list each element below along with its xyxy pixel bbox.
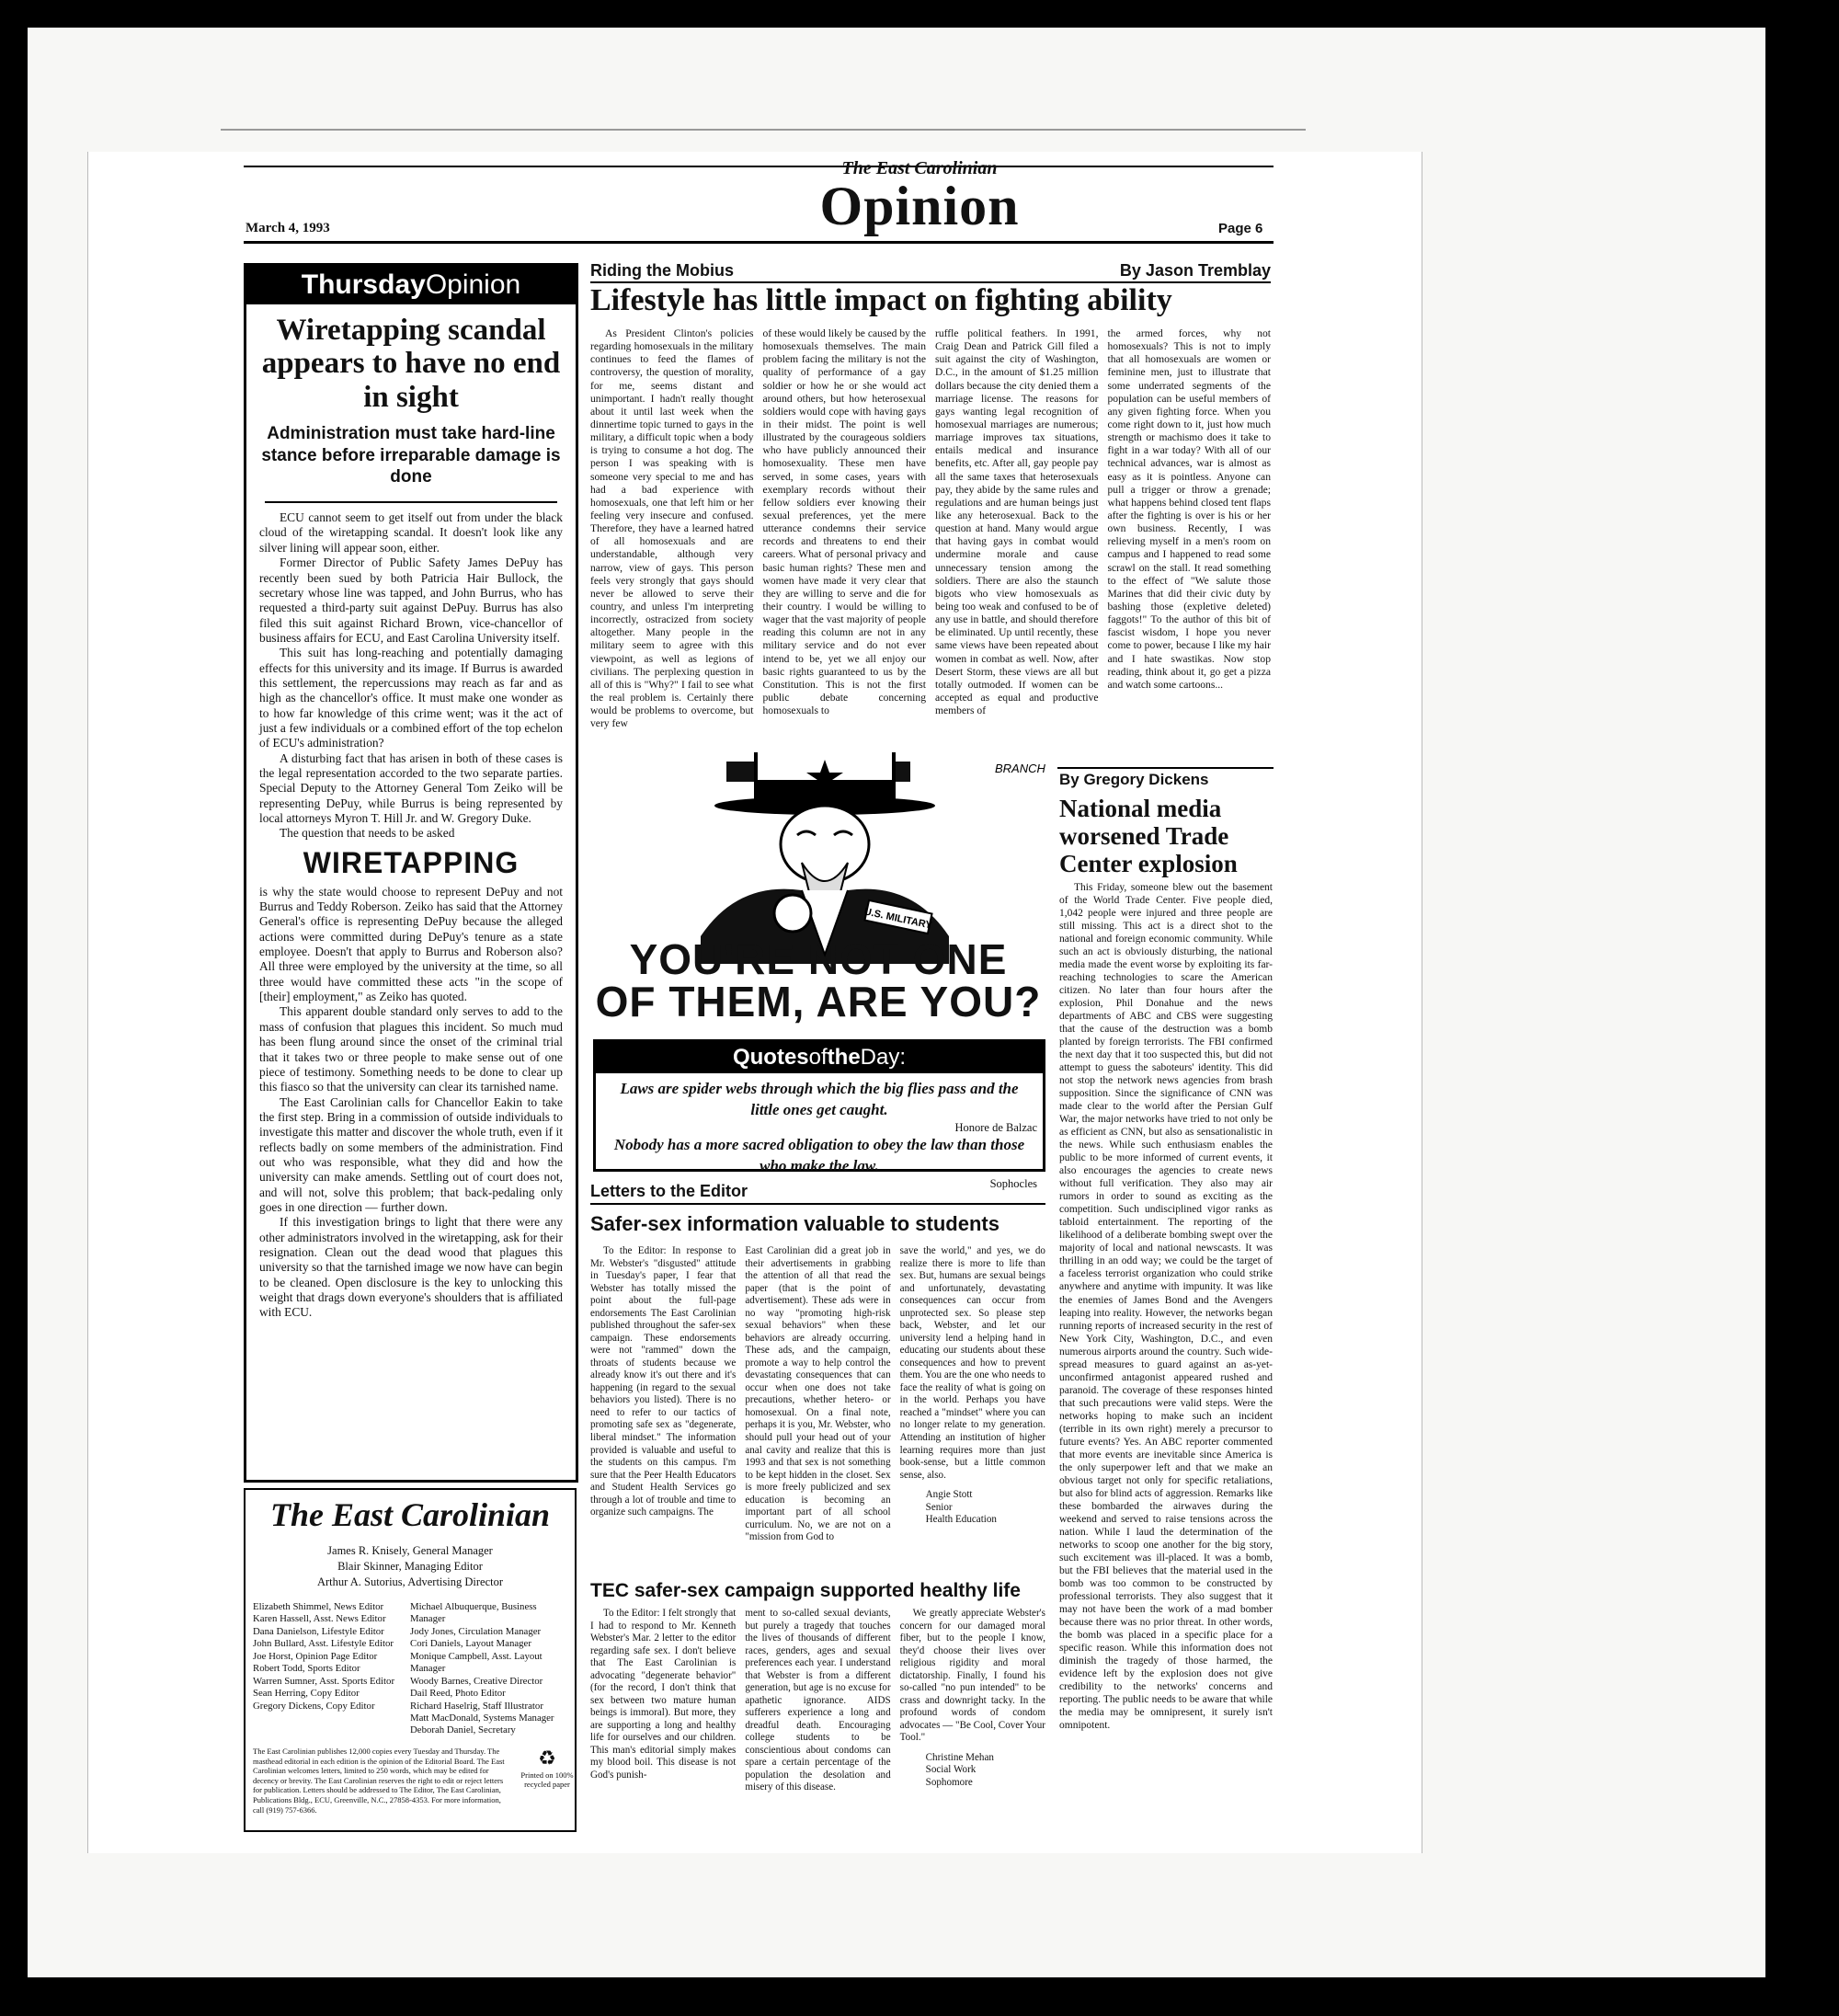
military-label: U.S. MILITARY [862, 906, 933, 932]
letter-signature: Angie Stott [925, 1489, 973, 1501]
ed-para: If this investigation brings to light that there were any other administrators involved in the wiretapping, ask for their resignation. Clean out the dead wood that plagues this university so that the tarnished image we now have can begin to be cleaned. Open disclosure is the key to unlocking this weight that drags down everyone's shoulders that is affiliated with ECU. [259, 1215, 563, 1320]
ed-para: ECU cannot seem to get itself out from under the black cloud of the wiretapping scandal. It doesn't look like any silver lining will appear soon, either. [259, 510, 563, 555]
column-kicker-row [590, 261, 1271, 281]
staff-right [410, 1601, 567, 1737]
staff-left [253, 1601, 410, 1737]
column-text-2 [763, 327, 927, 730]
ed-para: is why the state would choose to represent DePuy and not Burrus and Teddy Roberson. Zeiko has said that the Attorney General's office is representing DePuy because the alleged actions were committed during DePuy's tenure as a state employee. Doesn't that apply to Burrus and Roberson also? All three were employed by the university at the time, so all three would have committed these acts "in the scope of [their] employment," as Zeiko has quoted. [259, 884, 563, 1004]
letter-signature: Senior [925, 1501, 953, 1513]
dickens-byline: By Gregory Dickens [1059, 771, 1209, 788]
letters-section-head: Letters to the Editor [590, 1182, 748, 1200]
ed-para: Former Director of Public Safety James DePuy has recently been sued by both Patricia Hair Bullock, the secretary whose line was tapped, and John Burrus, who has requested a third-party suit against DePuy. Burrus has also filed this suit against Richard Brown, vice-chancellor of business affairs for ECU, and East Carolina University itself. [259, 556, 563, 645]
letter-signature: Christine Mehan [925, 1751, 994, 1763]
quotes-band [596, 1042, 1043, 1073]
dickens-headline: National media worsened Trade Center explosion [1059, 795, 1238, 878]
header-rule [244, 241, 1274, 244]
editorial-body [259, 510, 563, 1321]
staff-line: John Bullard, Asst. Lifestyle Editor [253, 1638, 394, 1650]
band-light: Opinion [425, 269, 521, 300]
staff-line: Sean Herring, Copy Editor [253, 1688, 360, 1700]
artist-signature: BRANCH [995, 762, 1045, 775]
staff-line: Deborah Daniel, Secretary [410, 1724, 516, 1736]
ed-para: This apparent double standard only serves to add to the mass of confusion that plagues this incident. So much mud has been flung around since the onset of the criminal trial that it takes two or three people to make sense out of one piece of testimony. Something needs to be done to clear up this fiasco so that the university can clear its tarnished name. [259, 1004, 563, 1094]
staff-line: Monique Campbell, Asst. Layout Manager [410, 1650, 543, 1675]
cartoon-slogan [588, 935, 1048, 1025]
staff-line: Gregory Dickens, Copy Editor [253, 1700, 375, 1712]
column-text-1 [590, 327, 754, 730]
editorial-subhead: Administration must take hard-line stance before irreparable damage is done [261, 423, 561, 487]
letter-para: To the Editor: I felt strongly that I had to respond to Mr. Kenneth Webster's Mar. 2 letter to the editor regarding safe sex. I don't believe that The East Carolinian is advocating "degenerate behavior" (for the record, I don't think that sex between two mature human beings is immoral). But more, they are supporting a long and healthy life for ourselves and our children. This man's editorial simply makes my blood boil. This disease is not God's punish- [590, 1608, 737, 1781]
band-part: of [808, 1045, 828, 1070]
letter-para: save the world," and yes, we do realize there is more to life than sex. But, humans are sexual beings and unfortunately, devastating consequences can occur from unprotected sex. So please step back, Webster, and let our university lend a helping hand in educating our students about these consequences and how to prevent them. You are the one who needs to face the reality of what is going on in the world. Perhaps you have reached a "mindset" where you can no longer relate to my generation. Attending an institution of higher learning requires more than just book-sense, but a little common sense, also. [899, 1245, 1045, 1481]
column-text-3 [935, 327, 1099, 730]
quotes-box [593, 1039, 1045, 1190]
recycled-notice [520, 1747, 575, 1789]
letter-1-headline: Safer-sex information valuable to students [590, 1212, 999, 1235]
section-title: Opinion [819, 176, 1020, 236]
quote-1: Laws are spider webs through which the big flies pass and the little ones get caught. [620, 1080, 1019, 1118]
letter-1-col-2 [745, 1245, 890, 1544]
quote-1-author: Honore de Balzac [954, 1120, 1037, 1134]
slogan-line-2: OF THEM, ARE YOU? [595, 978, 1042, 1025]
staff-line: Joe Horst, Opinion Page Editor [253, 1650, 378, 1662]
staff-line: Cori Daniels, Layout Manager [410, 1638, 531, 1650]
letter-1-body [590, 1245, 1045, 1544]
letter-para: We greatly appreciate Webster's concern for our damaged moral fiber, but to the people I know, they'd choose their lives over religious rigidity and moral dictatorship. Finally, I found his so-called "no pun intended" to be crass and downright tacky. In the profound words of condom advocates — "Be Cool, Cover Your Tool." [899, 1608, 1045, 1744]
recycle-icon: ♻ [538, 1746, 556, 1770]
letter-2-col-1 [590, 1608, 736, 1794]
band-bold: Thursday [301, 269, 426, 300]
letter-signature: Sophomore [925, 1776, 973, 1788]
letter-1-col-3 [900, 1245, 1045, 1544]
recycle-text: Printed on 100% recycled paper [520, 1770, 574, 1789]
wiretapping-art: WIRETAPPING [303, 845, 520, 879]
col-para: ruffle political feathers. In 1991, Craig Dean and Patrick Gill filed a suit against the city of Washington, D.C., in the amount of $1.25 million dollars because the city denied them a marriage license. The reasons for gays wanting legal recognition of homosexual marriages are numerous; marriage improves tax situations, entails medical and insurance benefits, etc. After all, gay people pay all the same taxes that heterosexuals pay, they abide by the same rules and regulations and are human beings just like any heterosexual. Back to the question at hand. Many would argue that having gays in combat would undermine morale and cause unnecessary tension among the soldiers. There are also the staunch bigots who view homosexuals as being too weak and confused to be of any use in battle, and should therefore be eliminated. Up until recently, these same views have been repeated about women in combat as well. Now, after Desert Storm, these views are all but totally outmoded. If women can be accepted as equal and productive members of [935, 327, 1099, 717]
col-para: the armed forces, why not homosexuals? This is not to imply that all homosexuals are women or feminine men, just to illustrate that some underrated segments of the population can be useful members of any given fighting force. When you come right down to it, just how much strength or machismo does it take to fight in a war today? With all of our technical advances, war is almost as easy as it is pointless. Anyone can pull a trigger or throw a grenade; what happens behind closed tent flaps after the fighting is over is his or her own business. Recently, I was relieving myself in a men's room on campus and I happened to read some scrawl on the stall. It read something to the effect of "We salute those Marines that did their civic duty by bashing those (expletive deleted) faggots!" To the author of this bit of fascist wisdom, I hope you never come to power, because I like my hair and I hate swastikas. Now stop reading, think about it, go get a pizza and watch some cartoons... [1107, 327, 1271, 691]
manager-line: Arthur A. Sutorius, Advertising Director [316, 1575, 504, 1588]
column-text-4 [1108, 327, 1272, 730]
dickens-rule [1057, 767, 1274, 769]
ed-para: The East Carolinian calls for Chancellor Eakin to take the first step. Bring in a commission of outside individuals to investigate this matter and discover the whole truth, even if it reflects badly on some members of the administration. Find out who was responsible, what they did and how the university can make amends. Settling out of court does not, and will not, solve this problem; that back-pedaling only goes in one direction — further down. [259, 1094, 563, 1214]
col-para: As President Clinton's policies regarding homosexuals in the military continues to feed the flames of controversy, the question of morality, for me, seems distant and unimportant. I hadn't really thought about it until last week when the dinnertime topic turned to gays in the military, a difficult topic when a body is trying to consume a hot dog. The person I was speaking with is someone very special to me and has had a bad experience with homosexuals, one that left him or her feeling very insecure and confused. Therefore, they have a learned hatred of all homosexuals and are understandable, although very narrow, view of gays. This person feels very strongly that gays should never be allowed to serve their country, and unless I'm interpreting incorrectly, ostracized from society altogether. Many people in the military seem to agree with this viewpoint, as well as legions of civilians. The perplexing question in all of this is "Why?" I fail to see what the real problem is. Certainly there would be problems to overcome, but very few [590, 327, 754, 730]
page-top-edge [221, 129, 1306, 131]
column-headline: Lifestyle has little impact on fighting ability [590, 283, 1172, 317]
staff-line: Richard Haselrig, Staff Illustrator [410, 1700, 543, 1712]
ed-para: A disturbing fact that has arisen in both of these cases is the legal representation accorded to the two separate parties. Special Deputy to the Attorney General Tom Zeiko will be representing DePuy, while Burrus is being represented by local attorneys Myron T. Hill Jr. and W. Gregory Duke. [259, 750, 563, 826]
staff-line: Michael Albuquerque, Business Manager [410, 1600, 537, 1625]
staff-line: Karen Hassell, Asst. News Editor [253, 1613, 386, 1625]
manager-line: Blair Skinner, Managing Editor [337, 1559, 483, 1573]
staff-line: Matt MacDonald, Systems Manager [410, 1712, 554, 1724]
letter-1-col-1 [590, 1245, 736, 1544]
thursday-opinion-band [246, 266, 576, 304]
letter-2-col-3 [900, 1608, 1045, 1794]
letters-rule [590, 1203, 1045, 1205]
quote-2-author: Sophocles [989, 1176, 1037, 1190]
staff-line: Dail Reed, Photo Editor [410, 1688, 506, 1700]
slogan-line-1: YOU'RE NOT ONE [629, 935, 1008, 983]
staff-line: Robert Todd, Sports Editor [253, 1663, 360, 1675]
band-part: Quotes [732, 1045, 809, 1070]
editorial-box [244, 263, 578, 1483]
column-kicker: Riding the Mobius [590, 261, 734, 280]
letter-para: East Carolinian did a great job in their advertisements in grabbing the attention of all that read the paper (that is the point of advertisement). These ads were in no way "promoting high-risk sexual behaviors" when these behaviors are already occurring. These ads, and the campaign, promote a way to help control the devastating consequences that can occur when one does not take precautions, whether hetero- or homosexual. On a final note, perhaps it is you, Mr. Webster, who should pull your head out of your anal cavity and realize that this is 1993 and that sex is not something to be kept hidden in the closet. Sex is more freely publicized and sex education is becoming an important part of all school curriculum. No, we are not on a "mission from God to [745, 1245, 891, 1543]
staff-line: Jody Jones, Circulation Manager [410, 1625, 542, 1637]
band-part: the [827, 1045, 861, 1070]
band-part: Day: [860, 1045, 907, 1070]
manager-line: James R. Knisely, General Manager [327, 1544, 493, 1557]
letter-para: To the Editor: In response to Mr. Webster's "disgusted" attitude in Tuesday's paper, I fear that Webster has totally missed the point about the full-page endorsements The East Carolinian published throughout the safer-sex campaign. These endorsements were not "rammed" down the throats of students because we already know it's out there and it's happening (in regard to the sexual behaviors you listed). There is no need to refer to our tactics of promoting safe sex as "degenerate, liberal mindset." The information provided is valuable and useful to the students on this campus. I'm sure that the Peer Health Educators and Student Health Services go through a lot of trouble and time to organize such campaigns. The [590, 1245, 737, 1518]
editorial-rule [265, 501, 557, 503]
column-byline: By Jason Tremblay [1119, 261, 1271, 280]
page-number: Page 6 [1218, 221, 1263, 236]
masthead-staff [253, 1601, 567, 1737]
letter-2-body [590, 1608, 1045, 1794]
letter-2-col-2 [745, 1608, 890, 1794]
paper-name: The East Carolinian [841, 158, 998, 178]
masthead-box [244, 1488, 577, 1832]
letter-signature: Social Work [925, 1764, 977, 1776]
masthead-note: The East Carolinian publishes 12,000 copies every Tuesday and Thursday. The masthead editorial in each edition is the opinion of the Editorial Board. The East Carolinian welcomes letters, limited to 250 words, which may be edited for decency or brevity. The East Carolinian reserves the right to edit or reject letters for publication. Letters should be addressed to The Editor, The East Carolinian, Publications Bldg., ECU, Greenville, N.C., 27858-4353. For more information, call (919) 757-6366. [253, 1746, 505, 1815]
ed-para: This suit has long-reaching and potentially damaging effects for this university and its image. If Burrus is awarded this settlement, the repercussions may reach as far and as high as the chancellor's office. It must make one wonder as to how far knowledge of this crime went; was it the act of just a few individuals or a combined effort of the top echelon of ECU's administration? [259, 646, 563, 750]
letter-para: ment to so-called sexual deviants, but purely a tragedy that touches the lives of thousands of different races, genders, ages and sexual preferences each year. I understand that Webster is from a different generation, but age is no excuse for apathetic ignorance. AIDS sufferers experience a long and dreadful death. Encouraging college students to be conscientious about condoms can spare a certain percentage of the population the desolation and misery of this disease. [745, 1608, 891, 1793]
ed-para: The question that needs to be asked [280, 826, 455, 841]
editorial-headline: Wiretapping scandal appears to have no end in sight [261, 314, 561, 414]
dickens-body [1059, 881, 1273, 1732]
staff-line: Woody Barnes, Creative Director [410, 1675, 543, 1687]
issue-date: March 4, 1993 [246, 221, 330, 235]
quote-2: Nobody has a more sacred obligation to obey the law than those who make the law. [613, 1135, 1025, 1174]
staff-line: Elizabeth Shimmel, News Editor [253, 1600, 384, 1612]
staff-line: Dana Danielson, Lifestyle Editor [253, 1625, 384, 1637]
col-para: of these would likely be caused by the homosexuals themselves. The main problem facing the military is not the quality of performance of a gay soldier or how he or she would act around others, but how heterosexual soldiers would cope with having gays in their midst. The point is well illustrated by the courageous soldiers who have publicly announced their homosexuality. These men have served, in some cases, years with exemplary records without their fellow soldiers ever knowing their sexual preferences, yet the mere utterance condemns their service records and threatens to end their careers. What of personal privacy and basic human rights? These men and women have made it very clear that they are willing to serve and die for their country. I would be willing to wager that the vast majority of people reading this column are not in any military service and do not ever intend to be, yet we all enjoy our basic rights guaranteed to us by the Constitution. This is not the first public debate concerning homosexuals to [762, 327, 926, 717]
letter-2-headline: TEC safer-sex campaign supported healthy life [590, 1580, 1021, 1601]
column-body [590, 327, 1271, 730]
staff-line: Warren Sumner, Asst. Sports Editor [253, 1675, 395, 1687]
dickens-para: This Friday, someone blew out the basement of the World Trade Center. Five people died, 1,042 people were injured and three people are still missing. This act is a direct shot to the national and foreign economic community. While such an act is obviously disturbing, the national media made the event worse by exploiting its far-reaching technologies to scare the American citizen. No later than four hours after the explosion, Phil Donahue and the news departments of ABC and CBS were suggesting that the cause of the destruction was a bomb planted by foreign terrorists. The FBI confirmed the next day that it too suspected this, but did not attempt to guess the saboteurs' identity. This did not stop the network news agencies from brash supposition. Since the significance of CNN was made clear to the world after the Persian Gulf War, the major networks have tried to not only be as efficient as CNN, but also as sensationalistic in the news. While such enthusiasm enables the public to be more informed of current events, it also encourages the agencies to create news without full verification. They also may air rumors in order to sound as exciting as the competition. Such undisciplined vigor ranks as tabloid entertainment. The reporting of the likelihood of a deliberate bombing swept over the majority of local and national newscasts. It was thrilling in an odd way; we could be the target of a faceless terrorist organization who could strike anywhere and anytime with impunity. It was like the enemies of James Bond and the Avengers leaping into reality. However, the networks began running reports of increased security in the rest of New York City, Washington, D.C., and even numerous airports around the country. Such wide-spread measures to guard against an as-yet-unconfirmed antagonist appeared rushed and paranoid. The coverage of these responses hinted that such precautions were valid steps. Were the networks hoping to make such an incident (terrible in its own right) merely a precursor to future events? Yes. An ABC reporter commented that more events are inevitable since America is the only superpower left and that we make an obvious target not only for specific retaliations, but also for blind acts of aggression. Remarks like these bombarded the airwaves during the weekend and served to raise tensions across the nation. While I laud the determination of the networks to scoop one another for the big story, such excitement was ill-placed. It was a bomb, but the FBI believes that the material used in the bomb was too common to be constructed by professional terrorists. They also suggest that it may not have been the work of a mad bomber because there was no prior threat. In other words, the bomb was placed in a specific place for a specific reason. While this information does not diminish the tragedy of those harmed, the evidence left by the explosion does not give credibility to the networks' concerns and reporting. The public needs to be aware that while the media may be omnipresent, it surely isn't omnipotent. [1059, 882, 1273, 1732]
letter-signature: Health Education [925, 1514, 997, 1526]
masthead-managers [246, 1543, 575, 1590]
masthead-title: The East Carolinian [269, 1496, 551, 1533]
